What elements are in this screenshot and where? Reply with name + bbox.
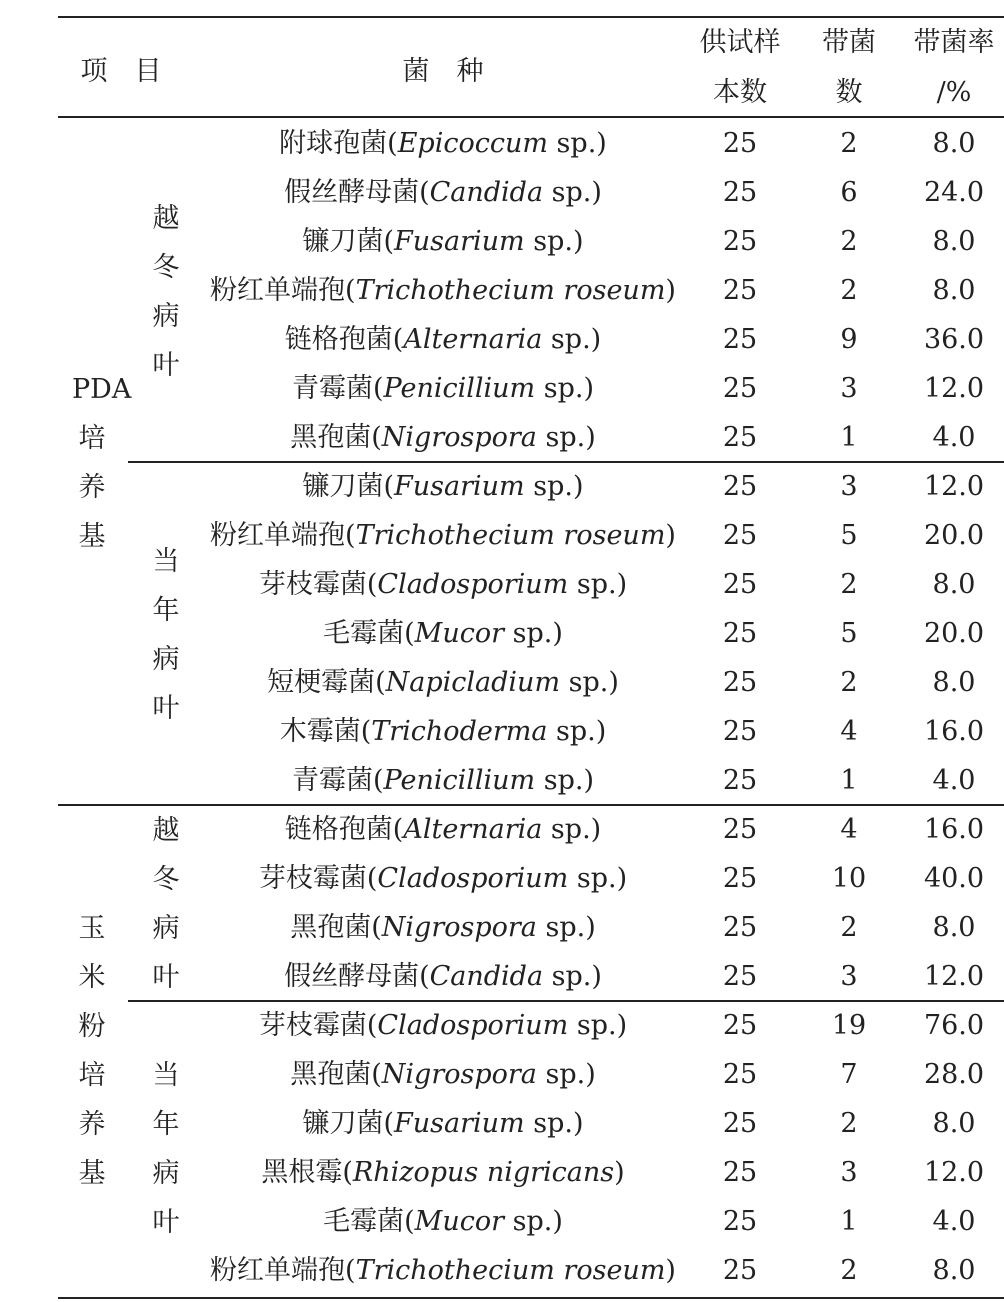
carrier-count: 2 <box>840 1255 858 1286</box>
species-name: 粉红单端孢(Trichothecium roseum) <box>210 520 676 551</box>
carrier-count: 10 <box>831 863 867 894</box>
species-latin: Fusarium <box>394 1108 525 1139</box>
species-cn: 青霉菌 <box>291 765 373 796</box>
species-latin: Candida <box>429 961 544 992</box>
species-suffix: sp. <box>568 1010 617 1041</box>
species-cn: 青霉菌 <box>291 373 373 404</box>
carrier-rate: 28.0 <box>923 1059 985 1090</box>
species-name: 芽枝霉菌(Cladosporium sp.) <box>258 569 628 600</box>
sample-count: 25 <box>722 618 758 649</box>
sample-count: 25 <box>722 765 758 796</box>
sample-count: 25 <box>722 569 758 600</box>
header-rate-line2: /% <box>936 77 972 108</box>
species-latin: Cladosporium <box>377 1010 569 1041</box>
header-species: 菌 种 <box>402 56 484 87</box>
carrier-rate: 8.0 <box>932 128 976 159</box>
species-latin: Fusarium <box>394 471 525 502</box>
carrier-count: 7 <box>840 1059 858 1090</box>
sample-count: 25 <box>722 324 758 355</box>
carrier-rate: 12.0 <box>923 471 985 502</box>
species-suffix: sp. <box>504 1206 553 1237</box>
sample-count: 25 <box>722 1206 758 1237</box>
subgroup-label: 越 冬 病 叶 <box>152 815 180 993</box>
sample-count: 25 <box>722 716 758 747</box>
subgroup-label: 当 年 病 叶 <box>152 1060 180 1238</box>
carrier-count: 2 <box>840 912 858 943</box>
header-bottom-rule <box>58 116 1004 118</box>
species-cn: 镰刀菌 <box>302 226 384 257</box>
table-top-rule <box>58 16 1004 18</box>
species-suffix: sp. <box>535 373 584 404</box>
species-latin: Mucor <box>414 1206 505 1237</box>
species-latin: Nigrospora <box>381 912 537 943</box>
species-cn: 粉红单端孢 <box>210 1255 346 1286</box>
species-cn: 链格孢菌 <box>284 814 393 845</box>
species-latin: Rhizopus nigricans <box>352 1157 615 1188</box>
species-name: 镰刀菌(Fusarium sp.) <box>302 471 584 502</box>
carrier-count: 3 <box>840 471 858 502</box>
species-cn: 芽枝霉菌 <box>258 863 367 894</box>
species-suffix: sp. <box>547 716 596 747</box>
species-cn: 链格孢菌 <box>284 324 393 355</box>
species-cn: 粉红单端孢 <box>210 275 346 306</box>
species-name: 粉红单端孢(Trichothecium roseum) <box>210 1255 676 1286</box>
medium-label: 玉 米 粉 培 养 基 <box>78 913 106 1189</box>
header-carriers-line1: 带菌 <box>822 27 876 58</box>
carrier-count: 3 <box>840 373 858 404</box>
species-cn: 黑根霉 <box>261 1157 343 1188</box>
species-cn: 毛霉菌 <box>323 1206 405 1237</box>
species-name: 假丝酵母菌(Candida sp.) <box>284 961 602 992</box>
sample-count: 25 <box>722 1108 758 1139</box>
carrier-rate: 76.0 <box>923 1010 985 1041</box>
carrier-count: 1 <box>840 765 858 796</box>
carrier-count: 5 <box>840 520 858 551</box>
species-cn: 附球孢菌 <box>279 128 388 159</box>
sample-count: 25 <box>722 1157 758 1188</box>
carrier-count: 6 <box>840 177 858 208</box>
species-name: 附球孢菌(Epicoccum sp.) <box>279 128 607 159</box>
carrier-rate: 12.0 <box>923 373 985 404</box>
species-name: 黑孢菌(Nigrospora sp.) <box>290 912 596 943</box>
sample-count: 25 <box>722 667 758 698</box>
species-name: 毛霉菌(Mucor sp.) <box>323 618 563 649</box>
carrier-rate: 20.0 <box>923 618 985 649</box>
carrier-rate: 4.0 <box>932 765 976 796</box>
species-suffix: sp. <box>535 765 584 796</box>
species-name: 假丝酵母菌(Candida sp.) <box>284 177 602 208</box>
carrier-count: 1 <box>840 422 858 453</box>
species-cn: 黑孢菌 <box>290 912 372 943</box>
species-name: 芽枝霉菌(Cladosporium sp.) <box>258 1010 628 1041</box>
species-latin: Alternaria <box>403 324 543 355</box>
carrier-rate: 16.0 <box>923 814 985 845</box>
subgroup-divider-rule <box>128 461 1004 463</box>
species-suffix: sp. <box>524 226 573 257</box>
species-suffix: sp. <box>547 128 597 159</box>
sample-count: 25 <box>722 1059 758 1090</box>
species-latin: Fusarium <box>394 226 525 257</box>
species-name: 青霉菌(Penicillium sp.) <box>291 373 595 404</box>
species-cn: 镰刀菌 <box>302 1108 384 1139</box>
carrier-rate: 40.0 <box>923 863 985 894</box>
species-name: 链格孢菌(Alternaria sp.) <box>284 814 602 845</box>
subgroup-label: 当 年 病 叶 <box>152 545 180 724</box>
species-suffix: sp. <box>543 177 592 208</box>
species-name: 芽枝霉菌(Cladosporium sp.) <box>258 863 628 894</box>
group-divider-rule <box>58 804 1004 806</box>
carrier-rate: 4.0 <box>932 422 976 453</box>
carrier-count: 1 <box>840 1206 858 1237</box>
header-item: 项 目 <box>80 56 162 87</box>
species-latin: Napicladium <box>385 667 561 698</box>
sample-count: 25 <box>722 226 758 257</box>
sample-count: 25 <box>722 912 758 943</box>
header-samples-line1: 供试样 <box>699 27 781 58</box>
sample-count: 25 <box>722 863 758 894</box>
species-latin: Alternaria <box>403 814 543 845</box>
species-suffix: sp. <box>504 618 553 649</box>
species-latin: Mucor <box>414 618 505 649</box>
species-suffix: sp. <box>524 471 573 502</box>
sample-count: 25 <box>722 961 758 992</box>
species-latin: Candida <box>429 177 544 208</box>
species-name: 青霉菌(Penicillium sp.) <box>291 765 595 796</box>
carrier-rate: 8.0 <box>932 275 976 306</box>
species-latin: Penicillium <box>383 373 536 404</box>
carrier-count: 19 <box>831 1010 867 1041</box>
species-name: 黑孢菌(Nigrospora sp.) <box>290 422 596 453</box>
species-cn: 木霉菌 <box>279 716 361 747</box>
species-latin: Nigrospora <box>381 1059 537 1090</box>
carrier-count: 3 <box>840 961 858 992</box>
carrier-rate: 20.0 <box>923 520 985 551</box>
species-name: 链格孢菌(Alternaria sp.) <box>284 324 602 355</box>
species-cn: 黑孢菌 <box>290 1059 372 1090</box>
sample-count: 25 <box>722 520 758 551</box>
carrier-count: 2 <box>840 667 858 698</box>
carrier-rate: 4.0 <box>932 1206 976 1237</box>
carrier-rate: 8.0 <box>932 1108 976 1139</box>
sample-count: 25 <box>722 1010 758 1041</box>
species-suffix: sp. <box>560 667 609 698</box>
carrier-count: 2 <box>840 226 858 257</box>
sample-count: 25 <box>722 373 758 404</box>
species-name: 毛霉菌(Mucor sp.) <box>323 1206 563 1237</box>
species-suffix: sp. <box>524 1108 573 1139</box>
medium-label: PDA 培 养 基 <box>72 374 132 552</box>
subgroup-label: 越 冬 病 叶 <box>152 202 180 381</box>
species-latin: Trichothecium roseum <box>355 275 666 306</box>
carrier-count: 2 <box>840 1108 858 1139</box>
species-suffix: sp. <box>542 814 591 845</box>
species-latin: Nigrospora <box>381 422 537 453</box>
header-rate-line1: 带菌率 <box>913 27 995 58</box>
carrier-count: 4 <box>840 716 858 747</box>
sample-count: 25 <box>722 275 758 306</box>
species-latin: Cladosporium <box>377 569 569 600</box>
species-name: 粉红单端孢(Trichothecium roseum) <box>210 275 676 306</box>
species-cn: 短梗霉菌 <box>267 667 376 698</box>
sample-count: 25 <box>722 177 758 208</box>
species-cn: 粉红单端孢 <box>210 520 346 551</box>
species-suffix: sp. <box>568 863 617 894</box>
species-name: 短梗霉菌(Napicladium sp.) <box>267 667 619 698</box>
species-latin: Trichothecium roseum <box>355 520 666 551</box>
species-cn: 黑孢菌 <box>290 422 372 453</box>
species-suffix: sp. <box>536 912 586 943</box>
carrier-count: 5 <box>840 618 858 649</box>
carrier-rate: 8.0 <box>932 569 976 600</box>
species-name: 黑根霉(Rhizopus nigricans) <box>261 1157 625 1188</box>
species-latin: Epicoccum <box>397 128 548 159</box>
carrier-rate: 8.0 <box>932 1255 976 1286</box>
species-name: 木霉菌(Trichoderma sp.) <box>279 716 607 747</box>
species-name: 镰刀菌(Fusarium sp.) <box>302 1108 584 1139</box>
carrier-count: 3 <box>840 1157 858 1188</box>
carrier-rate: 36.0 <box>923 324 985 355</box>
species-cn: 芽枝霉菌 <box>258 569 367 600</box>
species-suffix: sp. <box>542 324 591 355</box>
carrier-rate: 8.0 <box>932 667 976 698</box>
species-cn: 芽枝霉菌 <box>258 1010 367 1041</box>
sample-count: 25 <box>722 422 758 453</box>
carrier-count: 9 <box>840 324 858 355</box>
species-suffix: sp. <box>568 569 617 600</box>
species-name: 黑孢菌(Nigrospora sp.) <box>290 1059 596 1090</box>
carrier-count: 2 <box>840 569 858 600</box>
carrier-count: 2 <box>840 275 858 306</box>
carrier-count: 4 <box>840 814 858 845</box>
species-cn: 假丝酵母菌 <box>284 177 420 208</box>
species-suffix: sp. <box>543 961 592 992</box>
species-latin: Trichothecium roseum <box>355 1255 666 1286</box>
species-latin: Cladosporium <box>377 863 569 894</box>
species-name: 镰刀菌(Fusarium sp.) <box>302 226 584 257</box>
subgroup-divider-rule <box>128 1000 1004 1002</box>
table-bottom-rule <box>58 1297 1004 1299</box>
species-cn: 假丝酵母菌 <box>284 961 420 992</box>
species-latin: Penicillium <box>383 765 536 796</box>
carrier-rate: 24.0 <box>923 177 985 208</box>
sample-count: 25 <box>722 814 758 845</box>
species-suffix: sp. <box>536 422 586 453</box>
sample-count: 25 <box>722 128 758 159</box>
species-cn: 毛霉菌 <box>323 618 405 649</box>
sample-count: 25 <box>722 1255 758 1286</box>
carrier-count: 2 <box>840 128 858 159</box>
species-suffix: sp. <box>536 1059 586 1090</box>
carrier-rate: 8.0 <box>932 226 976 257</box>
carrier-rate: 16.0 <box>923 716 985 747</box>
carrier-rate: 8.0 <box>932 912 976 943</box>
species-latin: Trichoderma <box>371 716 548 747</box>
species-cn: 镰刀菌 <box>302 471 384 502</box>
header-samples-line2: 本数 <box>713 77 767 108</box>
header-carriers-line2: 数 <box>835 77 863 108</box>
carrier-rate: 12.0 <box>923 1157 985 1188</box>
sample-count: 25 <box>722 471 758 502</box>
carrier-rate: 12.0 <box>923 961 985 992</box>
